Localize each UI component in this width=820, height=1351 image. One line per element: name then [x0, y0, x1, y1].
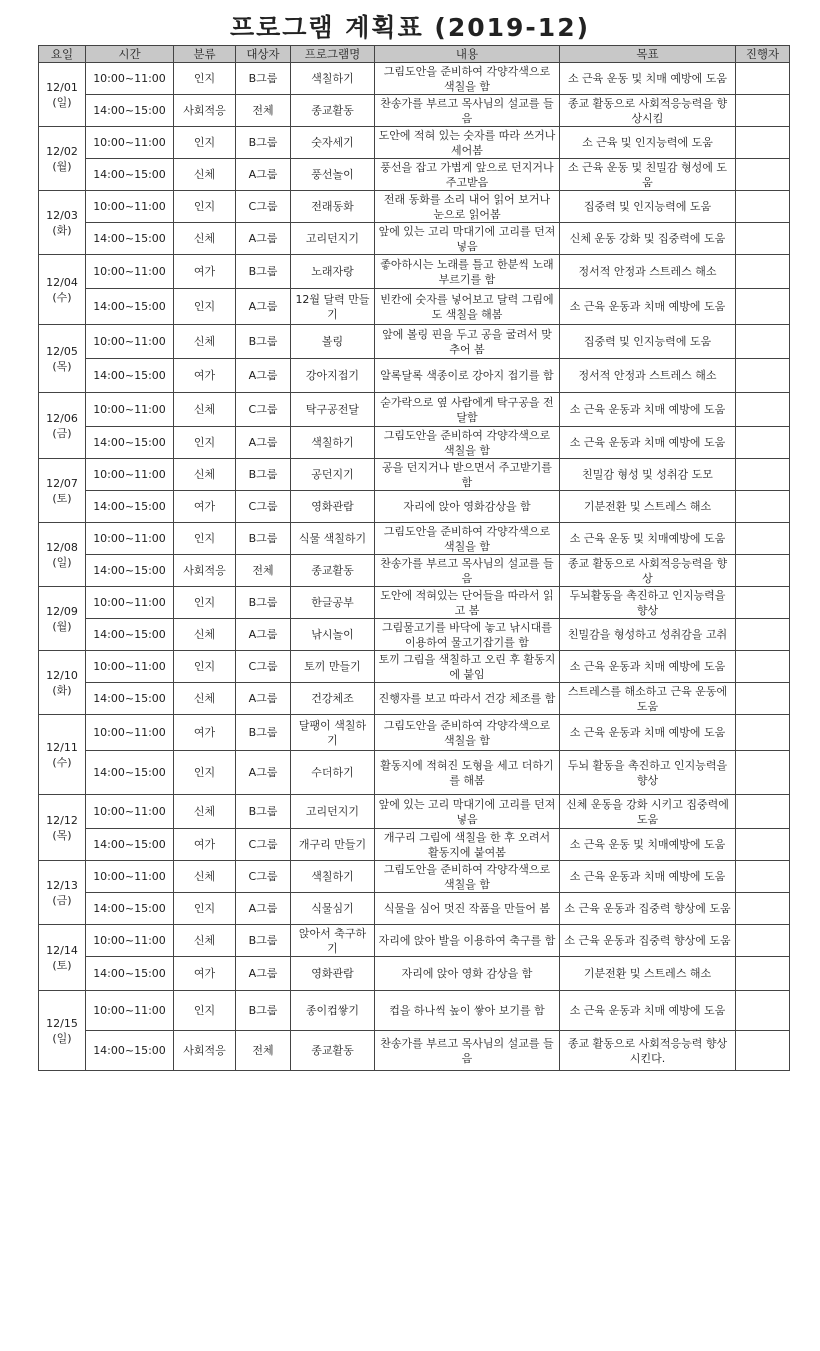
- goal-cell: 집중력 및 인지능력에 도움: [560, 191, 736, 223]
- time-cell: 14:00~15:00: [86, 829, 174, 861]
- content-cell: 그림도안을 준비하여 각양각색으로 색칠을 함: [375, 427, 560, 459]
- category-cell: 신체: [174, 223, 236, 255]
- target-cell: C그룹: [236, 491, 291, 523]
- day-cell: [39, 523, 86, 587]
- program-cell: 토끼 만들기: [291, 651, 375, 683]
- goal-cell: 소 근육 운동과 치매 예방에 도움: [560, 715, 736, 751]
- category-cell: 여가: [174, 359, 236, 393]
- time-cell: 10:00~11:00: [86, 191, 174, 223]
- table-row: [39, 587, 790, 619]
- day-date: 12/12: [46, 813, 78, 827]
- goal-cell: 신체 운동 강화 및 집중력에 도움: [560, 223, 736, 255]
- leader-cell: [736, 651, 790, 683]
- table-row: [39, 223, 790, 255]
- category-cell: 신체: [174, 393, 236, 427]
- target-cell: 전체: [236, 555, 291, 587]
- target-cell: B그룹: [236, 715, 291, 751]
- table-row: [39, 255, 790, 289]
- category-cell: 신체: [174, 683, 236, 715]
- day-weekday: (월): [52, 159, 72, 173]
- day-weekday: (금): [52, 893, 72, 907]
- goal-cell: 두뇌 활동을 촉진하고 인지능력을 향상: [560, 751, 736, 795]
- leader-cell: [736, 715, 790, 751]
- leader-cell: [736, 255, 790, 289]
- content-cell: 자리에 앉아 영화감상을 함: [375, 491, 560, 523]
- content-cell: 공을 던지거나 받으면서 주고받기를 함: [375, 459, 560, 491]
- target-cell: A그룹: [236, 893, 291, 925]
- category-cell: 사회적응: [174, 555, 236, 587]
- day-date: 12/08: [46, 540, 78, 554]
- goal-cell: 종교 활동으로 사회적응능력을 향상: [560, 555, 736, 587]
- program-cell: 전래동화: [291, 191, 375, 223]
- program-cell: 노래자랑: [291, 255, 375, 289]
- day-cell: [39, 991, 86, 1071]
- content-cell: 그림도안을 준비하여 각양각색으로 색칠을 함: [375, 523, 560, 555]
- target-cell: A그룹: [236, 223, 291, 255]
- day-weekday: (일): [52, 1031, 72, 1045]
- leader-cell: [736, 619, 790, 651]
- day-date: 12/06: [46, 411, 78, 425]
- target-cell: C그룹: [236, 861, 291, 893]
- table-row: [39, 427, 790, 459]
- goal-cell: 소 근육 운동과 치매 예방에 도움: [560, 427, 736, 459]
- day-date: 12/15: [46, 1016, 78, 1030]
- target-cell: A그룹: [236, 683, 291, 715]
- leader-cell: [736, 1031, 790, 1071]
- time-cell: 14:00~15:00: [86, 893, 174, 925]
- goal-cell: 소 근육 운동 및 치매예방에 도움: [560, 829, 736, 861]
- time-cell: 10:00~11:00: [86, 587, 174, 619]
- leader-cell: [736, 893, 790, 925]
- goal-cell: 소 근육 운동 및 치매예방에 도움: [560, 523, 736, 555]
- day-cell: [39, 393, 86, 459]
- target-cell: A그룹: [236, 427, 291, 459]
- content-cell: 찬송가를 부르고 목사님의 설교를 들음: [375, 555, 560, 587]
- target-cell: B그룹: [236, 255, 291, 289]
- goal-cell: 두뇌활동을 촉진하고 인지능력을 향상: [560, 587, 736, 619]
- program-cell: 영화관람: [291, 491, 375, 523]
- goal-cell: 소 근육 운동 및 친밀감 형성에 도움: [560, 159, 736, 191]
- leader-cell: [736, 289, 790, 325]
- target-cell: A그룹: [236, 619, 291, 651]
- header-goal: 목표: [560, 46, 736, 63]
- program-cell: 12월 달력 만들기: [291, 289, 375, 325]
- program-cell: 강아지접기: [291, 359, 375, 393]
- category-cell: 인지: [174, 991, 236, 1031]
- category-cell: 인지: [174, 651, 236, 683]
- table-row: [39, 555, 790, 587]
- goal-cell: 정서적 안정과 스트레스 해소: [560, 255, 736, 289]
- day-cell: [39, 191, 86, 255]
- program-cell: 탁구공전달: [291, 393, 375, 427]
- table-row: [39, 957, 790, 991]
- header-content: 내용: [375, 46, 560, 63]
- program-cell: 영화관람: [291, 957, 375, 991]
- target-cell: A그룹: [236, 159, 291, 191]
- target-cell: C그룹: [236, 651, 291, 683]
- day-cell: [39, 255, 86, 325]
- time-cell: 14:00~15:00: [86, 619, 174, 651]
- category-cell: 인지: [174, 127, 236, 159]
- program-cell: 종이컵쌓기: [291, 991, 375, 1031]
- program-cell: 볼링: [291, 325, 375, 359]
- time-cell: 14:00~15:00: [86, 1031, 174, 1071]
- goal-cell: 소 근육 운동과 치매 예방에 도움: [560, 393, 736, 427]
- content-cell: 앞에 볼링 핀을 두고 공을 굴려서 맞추어 봄: [375, 325, 560, 359]
- target-cell: B그룹: [236, 925, 291, 957]
- leader-cell: [736, 223, 790, 255]
- day-date: 12/07: [46, 476, 78, 490]
- category-cell: 사회적응: [174, 1031, 236, 1071]
- goal-cell: 소 근육 운동과 집중력 향상에 도움: [560, 925, 736, 957]
- content-cell: 찬송가를 부르고 목사님의 설교를 들음: [375, 1031, 560, 1071]
- header-time: 시간: [86, 46, 174, 63]
- goal-cell: 정서적 안정과 스트레스 해소: [560, 359, 736, 393]
- time-cell: 10:00~11:00: [86, 325, 174, 359]
- schedule-body: [39, 63, 790, 1071]
- header-weekday: 요일: [39, 46, 86, 63]
- content-cell: 자리에 앉아 영화 감상을 함: [375, 957, 560, 991]
- table-row: [39, 159, 790, 191]
- leader-cell: [736, 683, 790, 715]
- category-cell: 인지: [174, 587, 236, 619]
- target-cell: B그룹: [236, 587, 291, 619]
- target-cell: B그룹: [236, 795, 291, 829]
- table-row: [39, 191, 790, 223]
- goal-cell: 신체 운동을 강화 시키고 집중력에 도움: [560, 795, 736, 829]
- content-cell: 진행자를 보고 따라서 건강 체조를 함: [375, 683, 560, 715]
- time-cell: 10:00~11:00: [86, 459, 174, 491]
- content-cell: 도안에 적혀있는 단어들을 따라서 읽고 봄: [375, 587, 560, 619]
- program-cell: 고리던지기: [291, 223, 375, 255]
- leader-cell: [736, 555, 790, 587]
- header-target: 대상자: [236, 46, 291, 63]
- time-cell: 14:00~15:00: [86, 491, 174, 523]
- header-program: 프로그램명: [291, 46, 375, 63]
- day-cell: [39, 587, 86, 651]
- content-cell: 빈칸에 숫자를 넣어보고 달력 그림에도 색칠을 해봄: [375, 289, 560, 325]
- goal-cell: 종교 활동으로 사회적응능력 향상시킨다.: [560, 1031, 736, 1071]
- day-cell: [39, 459, 86, 523]
- day-cell: [39, 63, 86, 127]
- day-date: 12/11: [46, 740, 78, 754]
- program-cell: 종교활동: [291, 555, 375, 587]
- category-cell: 신체: [174, 459, 236, 491]
- table-row: [39, 829, 790, 861]
- program-schedule-table: [38, 45, 790, 1071]
- table-row: [39, 715, 790, 751]
- leader-cell: [736, 829, 790, 861]
- table-row: [39, 95, 790, 127]
- leader-cell: [736, 95, 790, 127]
- program-cell: 앉아서 축구하기: [291, 925, 375, 957]
- leader-cell: [736, 795, 790, 829]
- table-row: [39, 127, 790, 159]
- table-row: [39, 63, 790, 95]
- category-cell: 사회적응: [174, 95, 236, 127]
- day-cell: [39, 861, 86, 925]
- day-date: 12/02: [46, 144, 78, 158]
- category-cell: 신체: [174, 619, 236, 651]
- target-cell: B그룹: [236, 991, 291, 1031]
- program-cell: 개구리 만들기: [291, 829, 375, 861]
- time-cell: 14:00~15:00: [86, 359, 174, 393]
- time-cell: 10:00~11:00: [86, 651, 174, 683]
- leader-cell: [736, 325, 790, 359]
- goal-cell: 친밀감 형성 및 성취감 도모: [560, 459, 736, 491]
- target-cell: B그룹: [236, 127, 291, 159]
- day-date: 12/14: [46, 943, 78, 957]
- goal-cell: 소 근육 운동과 치매 예방에 도움: [560, 861, 736, 893]
- content-cell: 찬송가를 부르고 목사님의 설교를 들음: [375, 95, 560, 127]
- time-cell: 10:00~11:00: [86, 925, 174, 957]
- program-cell: 달팽이 색칠하기: [291, 715, 375, 751]
- category-cell: 여가: [174, 957, 236, 991]
- category-cell: 신체: [174, 861, 236, 893]
- program-cell: 고리던지기: [291, 795, 375, 829]
- category-cell: 인지: [174, 427, 236, 459]
- table-row: [39, 523, 790, 555]
- day-weekday: (수): [52, 290, 72, 304]
- leader-cell: [736, 991, 790, 1031]
- program-cell: 수더하기: [291, 751, 375, 795]
- goal-cell: 소 근육 운동과 치매 예방에 도움: [560, 289, 736, 325]
- program-cell: 한글공부: [291, 587, 375, 619]
- content-cell: 컵을 하나씩 높이 쌓아 보기를 함: [375, 991, 560, 1031]
- program-cell: 건강체조: [291, 683, 375, 715]
- day-cell: [39, 795, 86, 861]
- table-row: [39, 619, 790, 651]
- day-weekday: (토): [52, 958, 72, 972]
- category-cell: 여가: [174, 829, 236, 861]
- day-weekday: (목): [52, 359, 72, 373]
- content-cell: 자리에 앉아 발을 이용하여 축구를 함: [375, 925, 560, 957]
- leader-cell: [736, 393, 790, 427]
- leader-cell: [736, 861, 790, 893]
- content-cell: 앞에 있는 고리 막대기에 고리를 던져 넣음: [375, 795, 560, 829]
- target-cell: B그룹: [236, 325, 291, 359]
- category-cell: 여가: [174, 255, 236, 289]
- leader-cell: [736, 63, 790, 95]
- table-row: [39, 359, 790, 393]
- program-cell: 식물심기: [291, 893, 375, 925]
- content-cell: 그림도안을 준비하여 각양각색으로 색칠을 함: [375, 63, 560, 95]
- day-weekday: (목): [52, 828, 72, 842]
- time-cell: 10:00~11:00: [86, 393, 174, 427]
- category-cell: 인지: [174, 751, 236, 795]
- category-cell: 여가: [174, 715, 236, 751]
- table-row: [39, 991, 790, 1031]
- time-cell: 14:00~15:00: [86, 555, 174, 587]
- program-cell: 종교활동: [291, 95, 375, 127]
- time-cell: 10:00~11:00: [86, 861, 174, 893]
- goal-cell: 친밀감을 형성하고 성취감을 고취: [560, 619, 736, 651]
- day-cell: [39, 325, 86, 393]
- content-cell: 그림도안을 준비하여 각양각색으로 색칠을 함: [375, 715, 560, 751]
- time-cell: 14:00~15:00: [86, 957, 174, 991]
- target-cell: C그룹: [236, 829, 291, 861]
- content-cell: 전래 동화를 소리 내어 읽어 보거나 눈으로 읽어봄: [375, 191, 560, 223]
- leader-cell: [736, 957, 790, 991]
- table-row: [39, 683, 790, 715]
- table-row: [39, 491, 790, 523]
- content-cell: 도안에 적혀 있는 숫자를 따라 쓰거나 세어봄: [375, 127, 560, 159]
- program-cell: 공던지기: [291, 459, 375, 491]
- time-cell: 14:00~15:00: [86, 683, 174, 715]
- program-cell: 숫자세기: [291, 127, 375, 159]
- content-cell: 토끼 그림을 색칠하고 오린 후 활동지에 붙임: [375, 651, 560, 683]
- content-cell: 풍선을 잡고 가볍게 앞으로 던지거나 주고받음: [375, 159, 560, 191]
- time-cell: 14:00~15:00: [86, 427, 174, 459]
- leader-cell: [736, 523, 790, 555]
- category-cell: 인지: [174, 63, 236, 95]
- target-cell: A그룹: [236, 751, 291, 795]
- day-weekday: (수): [52, 755, 72, 769]
- day-weekday: (화): [52, 683, 72, 697]
- table-row: [39, 795, 790, 829]
- leader-cell: [736, 925, 790, 957]
- time-cell: 14:00~15:00: [86, 95, 174, 127]
- time-cell: 10:00~11:00: [86, 63, 174, 95]
- target-cell: B그룹: [236, 63, 291, 95]
- page-title: 프로그램 계획표 (2019-12): [229, 13, 591, 42]
- goal-cell: 종교 활동으로 사회적응능력을 향상시킴: [560, 95, 736, 127]
- program-cell: 풍선놀이: [291, 159, 375, 191]
- category-cell: 인지: [174, 893, 236, 925]
- time-cell: 10:00~11:00: [86, 127, 174, 159]
- content-cell: 숟가락으로 옆 사람에게 탁구공을 전달함: [375, 393, 560, 427]
- time-cell: 14:00~15:00: [86, 289, 174, 325]
- category-cell: 인지: [174, 523, 236, 555]
- target-cell: C그룹: [236, 191, 291, 223]
- table-row: [39, 325, 790, 359]
- day-weekday: (토): [52, 491, 72, 505]
- content-cell: 앞에 있는 고리 막대기에 고리를 던져 넣음: [375, 223, 560, 255]
- category-cell: 인지: [174, 289, 236, 325]
- table-row: [39, 751, 790, 795]
- program-cell: 식물 색칠하기: [291, 523, 375, 555]
- category-cell: 인지: [174, 191, 236, 223]
- time-cell: 10:00~11:00: [86, 255, 174, 289]
- time-cell: 10:00~11:00: [86, 523, 174, 555]
- leader-cell: [736, 127, 790, 159]
- content-cell: 식물을 심어 멋진 작품을 만들어 봄: [375, 893, 560, 925]
- day-weekday: (금): [52, 426, 72, 440]
- time-cell: 10:00~11:00: [86, 715, 174, 751]
- content-cell: 좋아하시는 노래를 틀고 한분씩 노래 부르기를 함: [375, 255, 560, 289]
- table-row: [39, 893, 790, 925]
- time-cell: 10:00~11:00: [86, 795, 174, 829]
- category-cell: 여가: [174, 491, 236, 523]
- program-cell: 낚시놀이: [291, 619, 375, 651]
- goal-cell: 스트레스를 해소하고 근육 운동에 도움: [560, 683, 736, 715]
- program-cell: 색칠하기: [291, 63, 375, 95]
- day-cell: [39, 127, 86, 191]
- time-cell: 10:00~11:00: [86, 991, 174, 1031]
- day-weekday: (월): [52, 619, 72, 633]
- day-cell: [39, 715, 86, 795]
- target-cell: A그룹: [236, 359, 291, 393]
- content-cell: 그림도안을 준비하여 각양각색으로 색칠을 함: [375, 861, 560, 893]
- table-row: [39, 1031, 790, 1071]
- time-cell: 14:00~15:00: [86, 223, 174, 255]
- program-cell: 색칠하기: [291, 427, 375, 459]
- header-category: 분류: [174, 46, 236, 63]
- leader-cell: [736, 491, 790, 523]
- category-cell: 신체: [174, 159, 236, 191]
- day-date: 12/01: [46, 80, 78, 94]
- day-date: 12/05: [46, 344, 78, 358]
- table-row: [39, 861, 790, 893]
- day-cell: [39, 651, 86, 715]
- leader-cell: [736, 359, 790, 393]
- leader-cell: [736, 191, 790, 223]
- target-cell: B그룹: [236, 459, 291, 491]
- day-date: 12/04: [46, 275, 78, 289]
- goal-cell: 소 근육 운동 및 치매 예방에 도움: [560, 63, 736, 95]
- target-cell: A그룹: [236, 289, 291, 325]
- target-cell: A그룹: [236, 957, 291, 991]
- day-date: 12/03: [46, 208, 78, 222]
- target-cell: B그룹: [236, 523, 291, 555]
- program-cell: 종교활동: [291, 1031, 375, 1071]
- target-cell: 전체: [236, 1031, 291, 1071]
- leader-cell: [736, 587, 790, 619]
- goal-cell: 소 근육 및 인지능력에 도움: [560, 127, 736, 159]
- header-leader: 진행자: [736, 46, 790, 63]
- content-cell: 그림물고기를 바닥에 놓고 낚시대를 이용하여 물고기잡기를 함: [375, 619, 560, 651]
- day-weekday: (일): [52, 555, 72, 569]
- goal-cell: 기분전환 및 스트레스 해소: [560, 491, 736, 523]
- leader-cell: [736, 751, 790, 795]
- day-date: 12/09: [46, 604, 78, 618]
- day-weekday: (일): [52, 95, 72, 109]
- content-cell: 활동지에 적혀진 도형을 세고 더하기를 해봄: [375, 751, 560, 795]
- leader-cell: [736, 159, 790, 191]
- day-date: 12/10: [46, 668, 78, 682]
- goal-cell: 소 근육 운동과 집중력 향상에 도움: [560, 893, 736, 925]
- category-cell: 신체: [174, 925, 236, 957]
- target-cell: C그룹: [236, 393, 291, 427]
- table-row: [39, 289, 790, 325]
- table-row: [39, 393, 790, 427]
- leader-cell: [736, 427, 790, 459]
- leader-cell: [736, 459, 790, 491]
- content-cell: 개구리 그림에 색칠을 한 후 오려서 활동지에 붙여봄: [375, 829, 560, 861]
- table-row: [39, 651, 790, 683]
- time-cell: 14:00~15:00: [86, 751, 174, 795]
- time-cell: 14:00~15:00: [86, 159, 174, 191]
- target-cell: 전체: [236, 95, 291, 127]
- goal-cell: 기분전환 및 스트레스 해소: [560, 957, 736, 991]
- goal-cell: 집중력 및 인지능력에 도움: [560, 325, 736, 359]
- header-row: [39, 46, 790, 63]
- day-cell: [39, 925, 86, 991]
- program-cell: 색칠하기: [291, 861, 375, 893]
- goal-cell: 소 근육 운동과 치매 예방에 도움: [560, 651, 736, 683]
- category-cell: 신체: [174, 795, 236, 829]
- day-date: 12/13: [46, 878, 78, 892]
- goal-cell: 소 근육 운동과 치매 예방에 도움: [560, 991, 736, 1031]
- table-row: [39, 925, 790, 957]
- table-row: [39, 459, 790, 491]
- category-cell: 신체: [174, 325, 236, 359]
- day-weekday: (화): [52, 223, 72, 237]
- content-cell: 알록달록 색종이로 강아지 접기를 함: [375, 359, 560, 393]
